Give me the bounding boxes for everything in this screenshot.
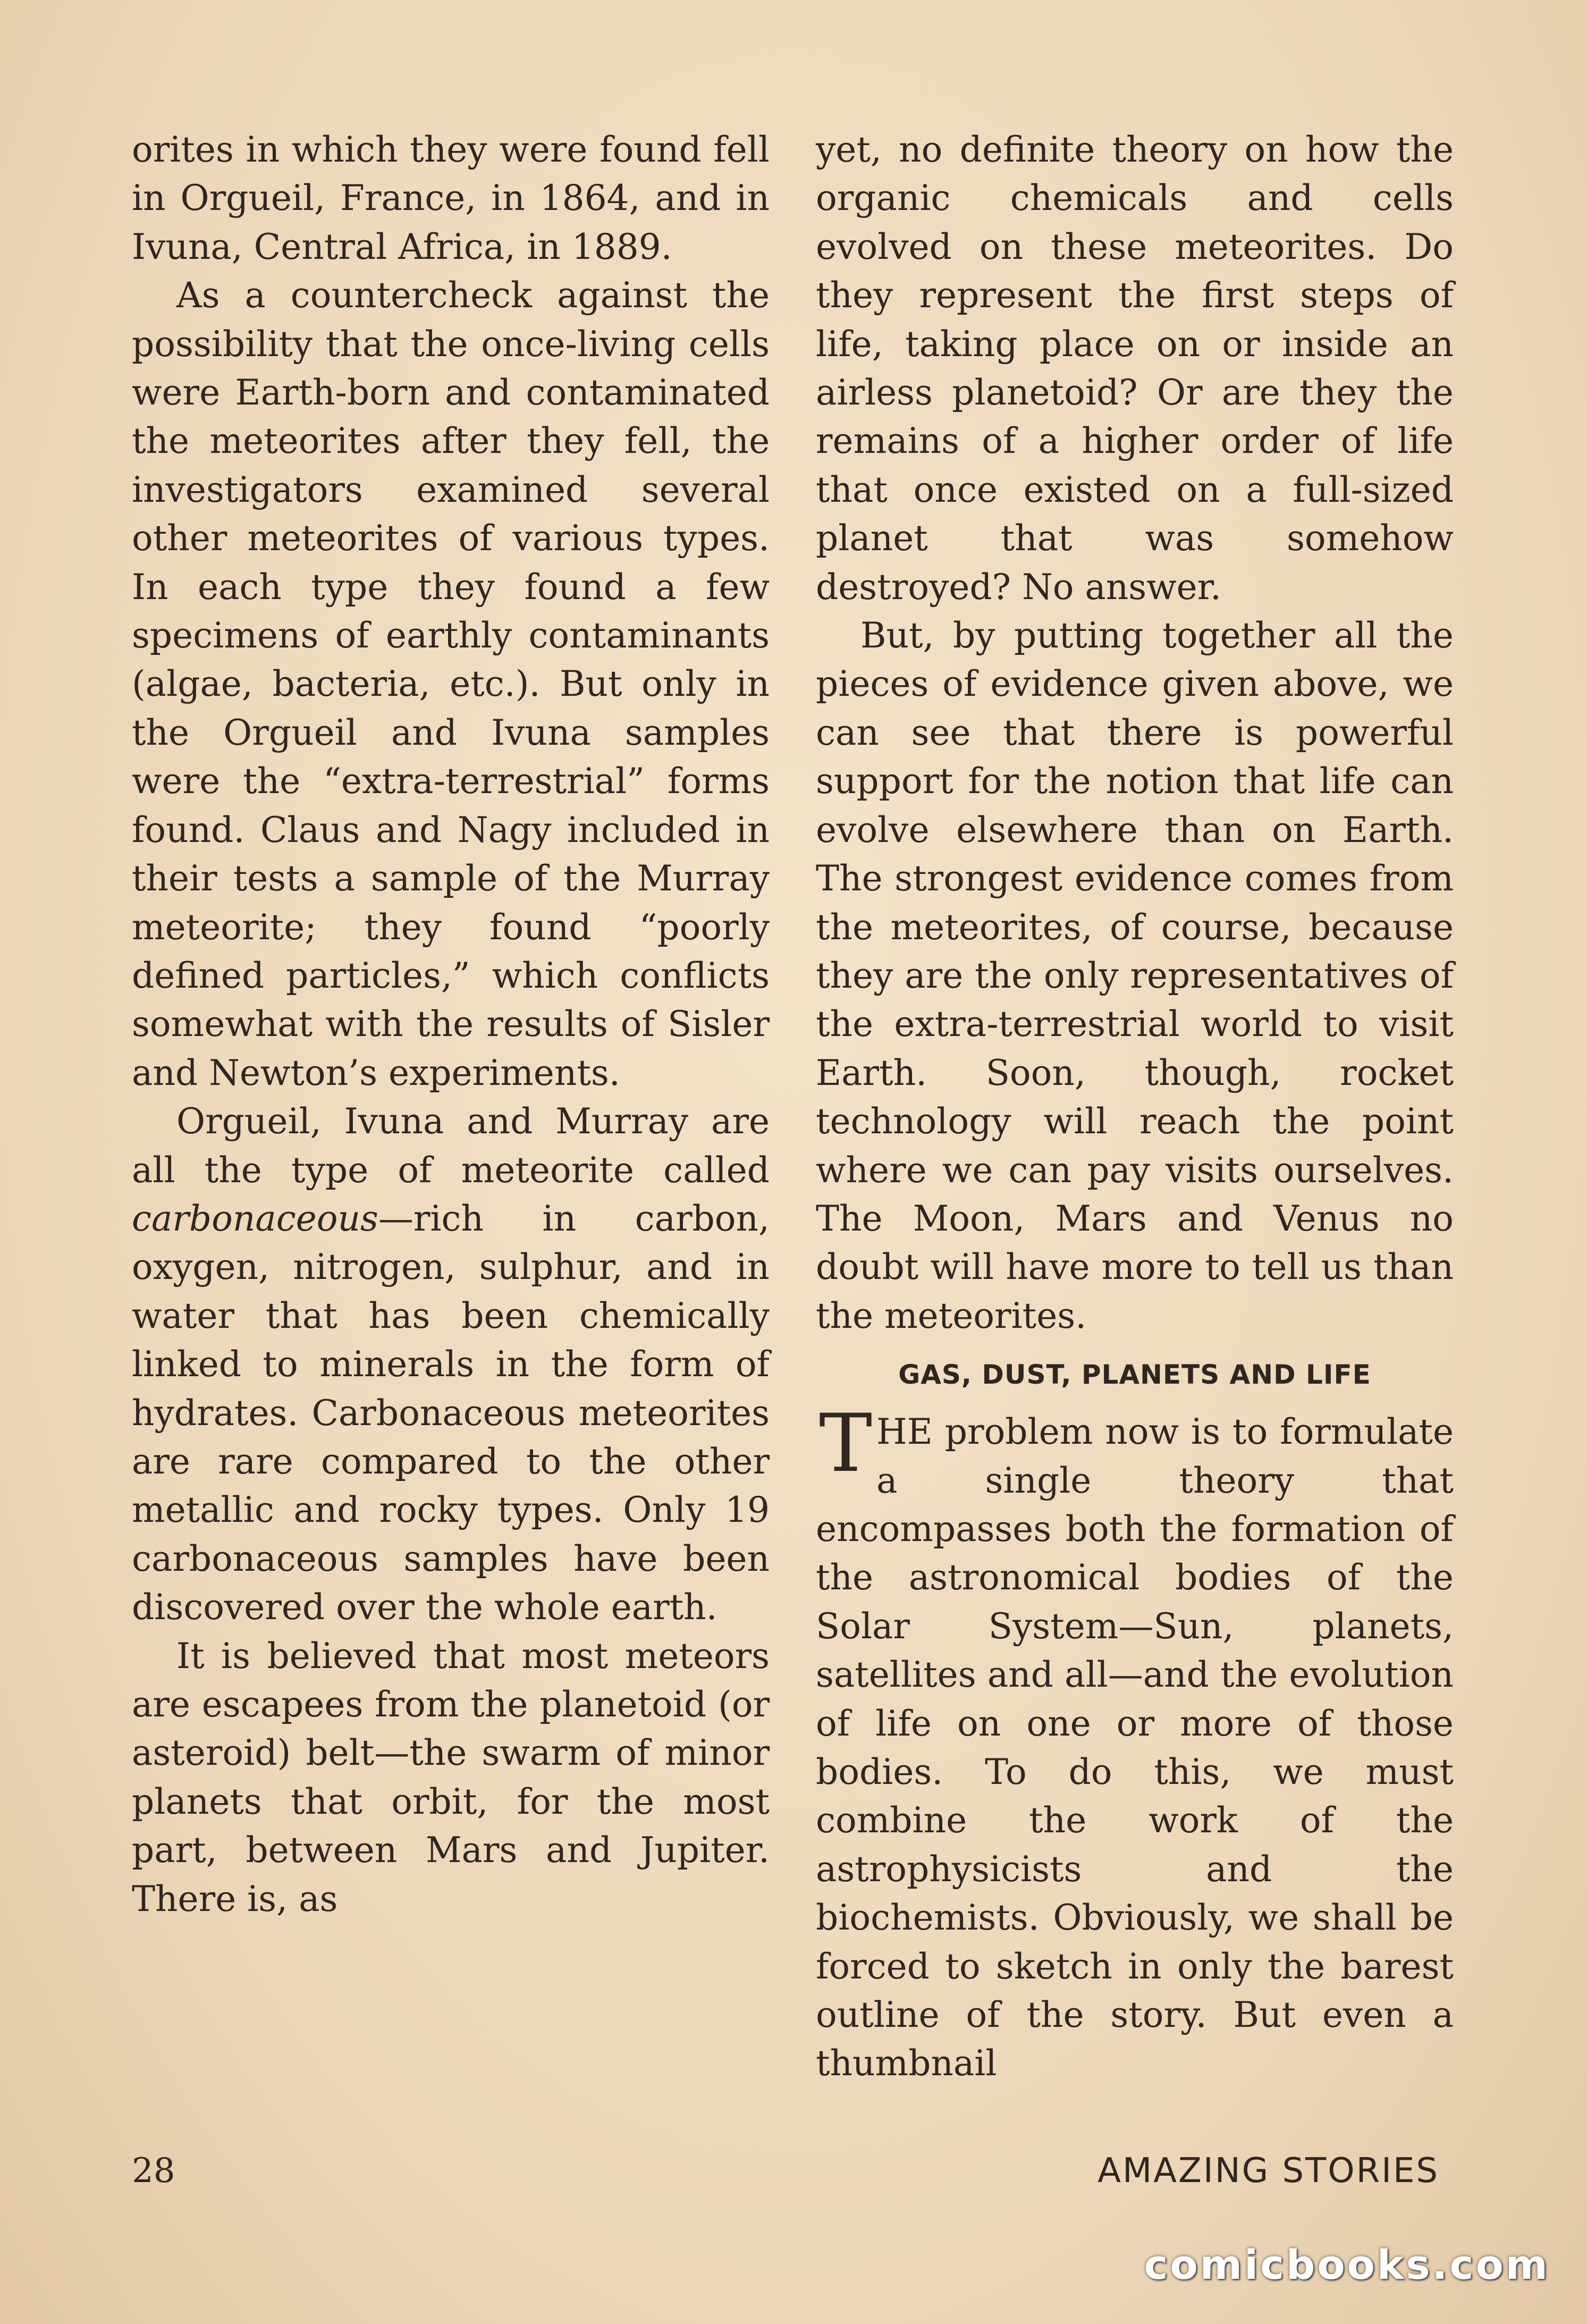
left-column <box>132 125 770 1923</box>
watermark: comicbooks.com <box>1144 2241 1550 2288</box>
paragraph-text: HE problem now is to formulate a single theory that encompasses both the formation of the astronomical bodies of the Solar System—Sun, planets, satellites and all—and the evolution of life on one or more of those bodies. To do this, we must combine the work of the astrophysicists and the biochemists. Obviously, we shall be forced to sketch in only the barest outline of the story. But even a thumbnail <box>816 1411 1454 2084</box>
paragraph: orites in which they were found fell in Orgueil, France, in 1864, and in Ivuna, Central Africa, in 1889. <box>132 129 770 267</box>
italic-term: carbonaceous <box>132 1198 378 1239</box>
paragraph <box>132 1097 770 1631</box>
paragraph: But, by putting together all the pieces of evidence given above, we can see that there is powerful support for the notion that life can evolve elsewhere than on Earth. The strongest evidence comes from the meteorites, of course, because they are the only representatives of the extra-terrestrial world to visit Earth. Soon, though, rocket technology will reach the point where we can pay visits ourselves. The Moon, Mars and Venus no doubt will have more to tell us than the meteorites. <box>816 615 1454 1336</box>
paragraph-text: Orgueil, Ivuna and Murray are all the type of meteorite called <box>132 1101 770 1191</box>
magazine-title: AMAZING STORIES <box>1098 2151 1439 2191</box>
paragraph: As a countercheck against the possibility that the once-living cells were Earth-born and contaminated the meteorites after they fell, the investigators examined several other meteorites of various types. In each type they found a few specimens of earthly contaminants (algae, bacteria, etc.). But only in the Orgueil and Ivuna samples were the “extra-terrestrial” forms found. Claus and Nagy included in their tests a sample of the Murray meteorite; they found “poorly defined particles,” which conflicts somewhat with the results of Sisler and Newton’s experiments. <box>132 275 770 1093</box>
section-heading: GAS, DUST, PLANETS AND LIFE <box>898 1359 1371 1391</box>
right-column <box>816 125 1454 2088</box>
drop-cap: T <box>819 1397 873 1491</box>
page-number: 28 <box>132 2151 175 2191</box>
paragraph: It is believed that most meteors are escapees from the planetoid (or asteroid) belt—the swarm of minor planets that orbit, for the most part, between Mars and Jupiter. There is, as <box>132 1635 770 1919</box>
paragraph <box>816 1397 1454 2088</box>
paragraph-text: —rich in carbon, oxygen, nitrogen, sulphur, and in water that has been chemically linked to minerals in the form of hydrates. Carbonaceous meteorites are rare compared to the other metallic and rocky types. Only 19 carbonaceous samples have been discovered over the whole earth. <box>132 1198 770 1628</box>
paragraph: yet, no definite theory on how the organic chemicals and cells evolved on these meteorites. Do they represent the first steps of life, taking place on or inside an airless planetoid? Or are they the remains of a higher order of life that once existed on a full-sized planet that was somehow destroyed? No answer. <box>816 129 1454 608</box>
